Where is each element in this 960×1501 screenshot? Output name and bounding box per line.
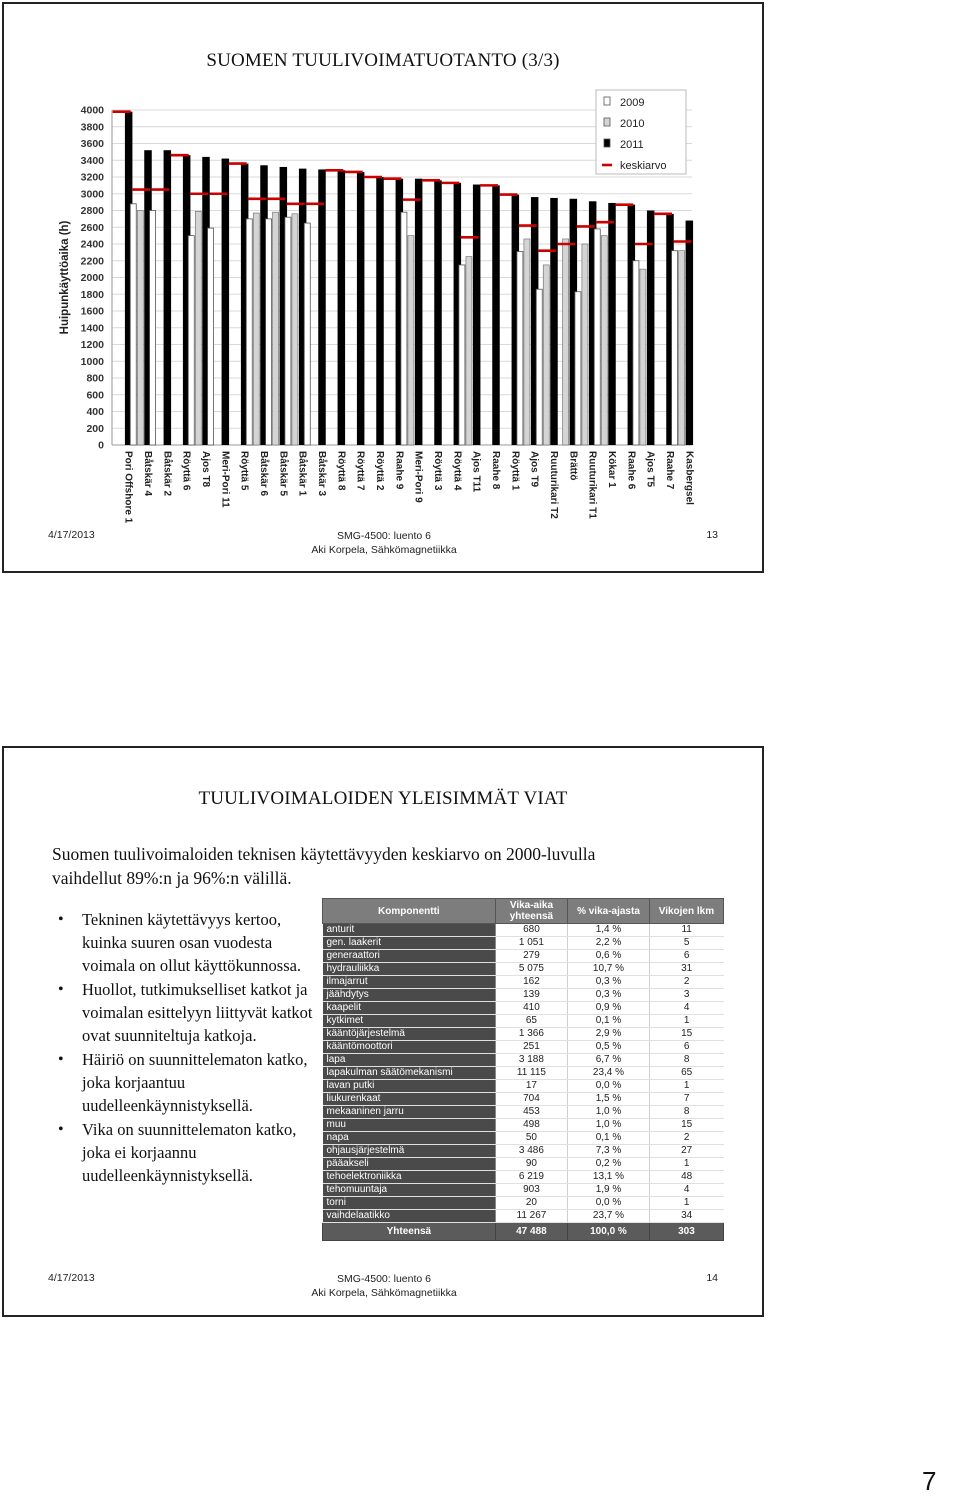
bar-2009 — [517, 252, 523, 445]
x-category-label: Raahe 8 — [490, 451, 501, 490]
bar-2009 — [401, 212, 407, 445]
value-cell: 65 — [649, 1067, 723, 1080]
bar-2010 — [292, 214, 298, 445]
value-cell: 1,0 % — [568, 1106, 650, 1119]
bar-2009 — [130, 204, 136, 445]
value-cell: 8 — [649, 1106, 723, 1119]
value-cell: 1 366 — [495, 1028, 567, 1041]
bar-2011 — [164, 150, 172, 445]
value-cell: 0,1 % — [568, 1015, 650, 1028]
bar-2009 — [150, 211, 156, 446]
value-cell: 1 — [649, 1158, 723, 1171]
value-cell: 0,0 % — [568, 1197, 650, 1210]
value-cell: 23,4 % — [568, 1067, 650, 1080]
table-row — [323, 1197, 724, 1210]
value-cell: 1,5 % — [568, 1093, 650, 1106]
bar-2009 — [536, 289, 542, 445]
value-cell: 1,0 % — [568, 1119, 650, 1132]
footer-center — [4, 1272, 764, 1300]
component-cell: lapa — [323, 1054, 496, 1067]
table-row — [323, 1080, 724, 1093]
value-cell: 498 — [495, 1119, 567, 1132]
x-category-label: Pori Offshore 1 — [122, 451, 134, 524]
component-cell: lavan putki — [323, 1080, 496, 1093]
value-cell: 50 — [495, 1132, 567, 1145]
value-cell: 5 — [649, 937, 723, 950]
bar-2011 — [550, 198, 558, 445]
bar-2011 — [415, 179, 423, 445]
component-cell: muu — [323, 1119, 496, 1132]
bar-2010 — [195, 211, 201, 445]
value-cell: 2 — [649, 976, 723, 989]
bar-2010 — [253, 213, 259, 445]
intro-text — [52, 842, 732, 890]
value-cell: 17 — [495, 1080, 567, 1093]
x-category-label: Ajos T5 — [644, 451, 656, 488]
table-row — [323, 976, 724, 989]
table-header: Komponentti — [323, 899, 496, 924]
component-cell: gen. laakerit — [323, 937, 496, 950]
value-cell: 65 — [495, 1015, 567, 1028]
value-cell: 20 — [495, 1197, 567, 1210]
bar-2011 — [222, 159, 230, 445]
value-cell: 0,0 % — [568, 1080, 650, 1093]
y-tick-label: 0 — [98, 439, 104, 452]
legend-swatch — [604, 97, 610, 105]
bar-2011 — [357, 172, 365, 445]
value-cell: 48 — [649, 1171, 723, 1184]
component-cell: ilmajarrut — [323, 976, 496, 989]
y-tick-label: 600 — [86, 389, 104, 402]
y-tick-label: 3200 — [80, 171, 104, 184]
bar-2011 — [492, 185, 500, 445]
x-category-label: Röyttä 3 — [432, 451, 443, 491]
table-row — [323, 1067, 724, 1080]
value-cell: 27 — [649, 1145, 723, 1158]
x-category-label: Röyttä 4 — [451, 451, 463, 491]
table-row — [323, 1041, 724, 1054]
x-category-label: Röyttä 2 — [374, 451, 385, 491]
bar-2010 — [408, 236, 414, 445]
table-total-row — [323, 1223, 724, 1241]
x-category-label: Kökar 1 — [606, 451, 617, 488]
component-cell: lapakulman säätömekanismi — [323, 1067, 496, 1080]
legend-label: keskiarvo — [620, 160, 667, 172]
table-header: Vika-aika yhteensä — [495, 899, 567, 924]
y-tick-label: 800 — [86, 372, 104, 385]
value-cell: 4 — [649, 1002, 723, 1015]
legend-label: 2010 — [620, 118, 645, 130]
y-tick-label: 2600 — [80, 221, 104, 234]
total-cell: 100,0 % — [568, 1223, 650, 1241]
value-cell: 2,2 % — [568, 937, 650, 950]
value-cell: 0,2 % — [568, 1158, 650, 1171]
footer-author: Aki Korpela, Sähkömagnetiikka — [311, 544, 457, 556]
value-cell: 1 051 — [495, 937, 567, 950]
component-cell: kytkimet — [323, 1015, 496, 1028]
y-tick-label: 2400 — [80, 238, 104, 251]
y-tick-label: 2200 — [80, 255, 104, 268]
x-category-label: Kasbergsel — [683, 451, 695, 505]
value-cell: 6 219 — [495, 1171, 567, 1184]
component-cell: pääakseli — [323, 1158, 496, 1171]
slide-title: TUULIVOIMALOIDEN YLEISIMMÄT VIAT — [198, 788, 568, 809]
x-category-label: Röyttä 1 — [509, 451, 521, 491]
bar-2010 — [137, 211, 143, 446]
value-cell: 6,7 % — [568, 1054, 650, 1067]
value-cell: 6 — [649, 950, 723, 963]
bar-2009 — [266, 219, 272, 445]
bar-2010 — [466, 257, 472, 445]
x-category-label: Raahe 9 — [393, 451, 405, 490]
table-row — [323, 1028, 724, 1041]
bar-2010 — [679, 251, 685, 445]
legend-label: 2009 — [620, 97, 645, 109]
y-tick-label: 2800 — [80, 205, 104, 217]
value-cell: 0,6 % — [568, 950, 650, 963]
value-cell: 1 — [649, 1015, 723, 1028]
value-cell: 2 — [649, 1132, 723, 1145]
footer-course: SMG-4500: luento 6 — [337, 1273, 431, 1285]
bar-2011 — [318, 169, 326, 445]
y-tick-label: 2000 — [80, 272, 104, 284]
value-cell: 34 — [649, 1210, 723, 1223]
x-category-label: Båtskär 1 — [296, 451, 308, 497]
y-tick-label: 3000 — [80, 188, 104, 201]
component-cell: generaattori — [323, 950, 496, 963]
value-cell: 23,7 % — [568, 1210, 650, 1223]
x-category-label: Meri-Pori 11 — [219, 451, 231, 508]
bullet-item: • Vika on suunnittelematon katko, joka ei korjaannu uudelleenkäynnistyksellä. — [52, 1118, 322, 1187]
y-tick-label: 3600 — [80, 138, 104, 150]
bar-2009 — [208, 228, 214, 445]
value-cell: 7,3 % — [568, 1145, 650, 1158]
value-cell: 3 — [649, 989, 723, 1002]
bullet-item: • Häiriö on suunnittelematon katko, joka korjaantuu uudelleenkäynnistyksellä. — [52, 1048, 322, 1117]
value-cell: 4 — [649, 1184, 723, 1197]
bar-2011 — [686, 221, 694, 445]
value-cell: 8 — [649, 1054, 723, 1067]
x-category-label: Raahe 7 — [664, 451, 675, 490]
footer-author: Aki Korpela, Sähkömagnetiikka — [311, 1287, 457, 1299]
y-tick-label: 1800 — [80, 288, 104, 301]
x-category-label: Röyttä 8 — [335, 451, 347, 491]
bar-2009 — [594, 229, 600, 445]
value-cell: 704 — [495, 1093, 567, 1106]
y-tick-label: 400 — [86, 406, 104, 418]
bar-2010 — [601, 236, 607, 445]
value-cell: 0,1 % — [568, 1132, 650, 1145]
table-header-row — [323, 899, 724, 924]
component-cell: jäähdytys — [323, 989, 496, 1002]
bar-2009 — [304, 223, 310, 445]
value-cell: 279 — [495, 950, 567, 963]
x-category-label: Röyttä 5 — [238, 451, 250, 491]
x-category-label: Båtskär 3 — [316, 451, 327, 497]
y-tick-label: 200 — [86, 422, 104, 435]
table-row — [323, 963, 724, 976]
component-cell: anturit — [323, 924, 496, 937]
table-header: Vikojen lkm — [649, 899, 723, 924]
table-row — [323, 1171, 724, 1184]
component-cell: kaapelit — [323, 1002, 496, 1015]
x-category-label: Brättö — [567, 451, 579, 481]
value-cell: 0,3 % — [568, 989, 650, 1002]
x-category-label: Ajos T8 — [200, 451, 211, 488]
value-cell: 162 — [495, 976, 567, 989]
value-cell: 7 — [649, 1093, 723, 1106]
page-number: 7 — [922, 1466, 937, 1496]
intro-line: Suomen tuulivoimaloiden teknisen käytettävyyden keskiarvo on 2000-luvulla — [52, 844, 596, 864]
slide-title: SUOMEN TUULIVOIMATUOTANTO (3/3) — [206, 50, 560, 71]
x-category-label: Ajos T9 — [528, 451, 540, 488]
total-cell: 303 — [649, 1223, 723, 1241]
y-axis-label: Huipunkäyttöaika (h) — [59, 220, 71, 335]
x-category-label: Båtskär 2 — [161, 451, 173, 497]
value-cell: 453 — [495, 1106, 567, 1119]
component-cell: torni — [323, 1197, 496, 1210]
x-category-label: Båtskär 6 — [258, 451, 269, 497]
component-cell: vaihdelaatikko — [323, 1210, 496, 1223]
bar-2009 — [285, 217, 291, 445]
total-cell: Yhteensä — [323, 1223, 496, 1241]
bar-2009 — [246, 219, 252, 445]
slide-13 — [2, 2, 764, 573]
table-row — [323, 1002, 724, 1015]
footer-course: SMG-4500: luento 6 — [337, 530, 431, 542]
table-row — [323, 1210, 724, 1223]
value-cell: 3 486 — [495, 1145, 567, 1158]
x-category-label: Båtskär 5 — [277, 451, 289, 497]
y-tick-label: 1000 — [80, 355, 104, 368]
x-category-label: Båtskär 4 — [142, 451, 153, 497]
y-tick-label: 3800 — [80, 121, 104, 134]
component-cell: kääntöjärjestelmä — [323, 1028, 496, 1041]
table-row — [323, 989, 724, 1002]
y-tick-label: 1400 — [80, 322, 104, 335]
total-cell: 47 488 — [495, 1223, 567, 1241]
bar-2009 — [459, 265, 465, 445]
y-tick-label: 1600 — [80, 305, 104, 318]
bullet-item: • Tekninen käytettävyys kertoo, kuinka suuren osan vuodesta voimala on ollut käyttökunnossa. — [52, 908, 322, 977]
bar-2010 — [543, 265, 549, 445]
x-category-label: Ruuturikari T1 — [586, 451, 598, 519]
component-cell: ohjausjärjestelmä — [323, 1145, 496, 1158]
bar-2009 — [188, 236, 194, 445]
component-cell: hydrauliikka — [323, 963, 496, 976]
value-cell: 410 — [495, 1002, 567, 1015]
bar-2011 — [338, 170, 346, 445]
footer-date: 4/17/2013 — [48, 529, 95, 541]
value-cell: 13,1 % — [568, 1171, 650, 1184]
peak-hours-bar-chart — [40, 84, 700, 524]
bar-2009 — [672, 251, 678, 445]
value-cell: 680 — [495, 924, 567, 937]
component-cell: liukurenkaat — [323, 1093, 496, 1106]
bar-2011 — [647, 211, 655, 446]
bar-2011 — [376, 177, 384, 445]
table-row — [323, 1132, 724, 1145]
bar-2010 — [273, 212, 279, 445]
slide-14 — [2, 746, 764, 1317]
value-cell: 15 — [649, 1119, 723, 1132]
component-cell: napa — [323, 1132, 496, 1145]
legend-swatch — [604, 139, 610, 147]
value-cell: 11 115 — [495, 1067, 567, 1080]
table-row — [323, 1054, 724, 1067]
value-cell: 6 — [649, 1041, 723, 1054]
value-cell: 5 075 — [495, 963, 567, 976]
bar-2010 — [563, 239, 569, 445]
table-row — [323, 1184, 724, 1197]
component-cell: tehoelektroniikka — [323, 1171, 496, 1184]
footer-center — [4, 529, 764, 557]
table-row — [323, 1015, 724, 1028]
value-cell: 3 188 — [495, 1054, 567, 1067]
y-tick-label: 3400 — [80, 154, 104, 167]
bar-2009 — [633, 261, 639, 445]
table-header: % vika-ajasta — [568, 899, 650, 924]
table-row — [323, 1119, 724, 1132]
footer-date: 4/17/2013 — [48, 1272, 95, 1284]
bar-2011 — [434, 180, 442, 445]
x-category-label: Meri-Pori 9 — [412, 451, 424, 503]
value-cell: 1,9 % — [568, 1184, 650, 1197]
x-category-label: Ajos T11 — [470, 451, 482, 493]
bar-2010 — [640, 269, 646, 445]
x-category-label: Raahe 6 — [625, 451, 637, 490]
bullet-list — [52, 908, 322, 1188]
component-cell: kääntömoottori — [323, 1041, 496, 1054]
value-cell: 10,7 % — [568, 963, 650, 976]
legend-swatch — [604, 118, 610, 126]
component-cell: tehomuuntaja — [323, 1184, 496, 1197]
value-cell: 11 — [649, 924, 723, 937]
x-category-label: Röyttä 6 — [180, 451, 192, 491]
table-row — [323, 1158, 724, 1171]
table-row — [323, 1093, 724, 1106]
bar-2010 — [582, 244, 588, 445]
value-cell: 11 267 — [495, 1210, 567, 1223]
value-cell: 2,9 % — [568, 1028, 650, 1041]
value-cell: 0,9 % — [568, 1002, 650, 1015]
value-cell: 139 — [495, 989, 567, 1002]
x-category-label: Ruuturikari T2 — [548, 451, 559, 519]
value-cell: 31 — [649, 963, 723, 976]
table-row — [323, 1106, 724, 1119]
value-cell: 1,4 % — [568, 924, 650, 937]
intro-line: vaihdellut 89%:n ja 96%:n välillä. — [52, 868, 292, 888]
fault-table — [322, 898, 724, 1241]
value-cell: 1 — [649, 1080, 723, 1093]
x-category-label: Röyttä 7 — [354, 451, 366, 491]
legend-label: 2011 — [620, 139, 644, 151]
table-row — [323, 950, 724, 963]
component-cell: mekaaninen jarru — [323, 1106, 496, 1119]
footer-slide-number: 14 — [706, 1272, 718, 1284]
value-cell: 15 — [649, 1028, 723, 1041]
table-row — [323, 937, 724, 950]
table-row — [323, 924, 724, 937]
bar-2011 — [473, 185, 481, 445]
footer-slide-number: 13 — [706, 529, 718, 541]
bar-2011 — [608, 203, 616, 445]
y-tick-label: 1200 — [80, 339, 104, 351]
bullet-item: • Huollot, tutkimukselliset katkot ja voimalan esittelyyn liittyvät katkot ovat suunniteltuja katkoja. — [52, 978, 322, 1047]
value-cell: 903 — [495, 1184, 567, 1197]
table-row — [323, 1145, 724, 1158]
value-cell: 1 — [649, 1197, 723, 1210]
value-cell: 90 — [495, 1158, 567, 1171]
bar-2010 — [524, 239, 530, 445]
value-cell: 251 — [495, 1041, 567, 1054]
y-tick-label: 4000 — [80, 104, 104, 117]
value-cell: 0,5 % — [568, 1041, 650, 1054]
bar-2009 — [575, 292, 581, 445]
value-cell: 0,3 % — [568, 976, 650, 989]
